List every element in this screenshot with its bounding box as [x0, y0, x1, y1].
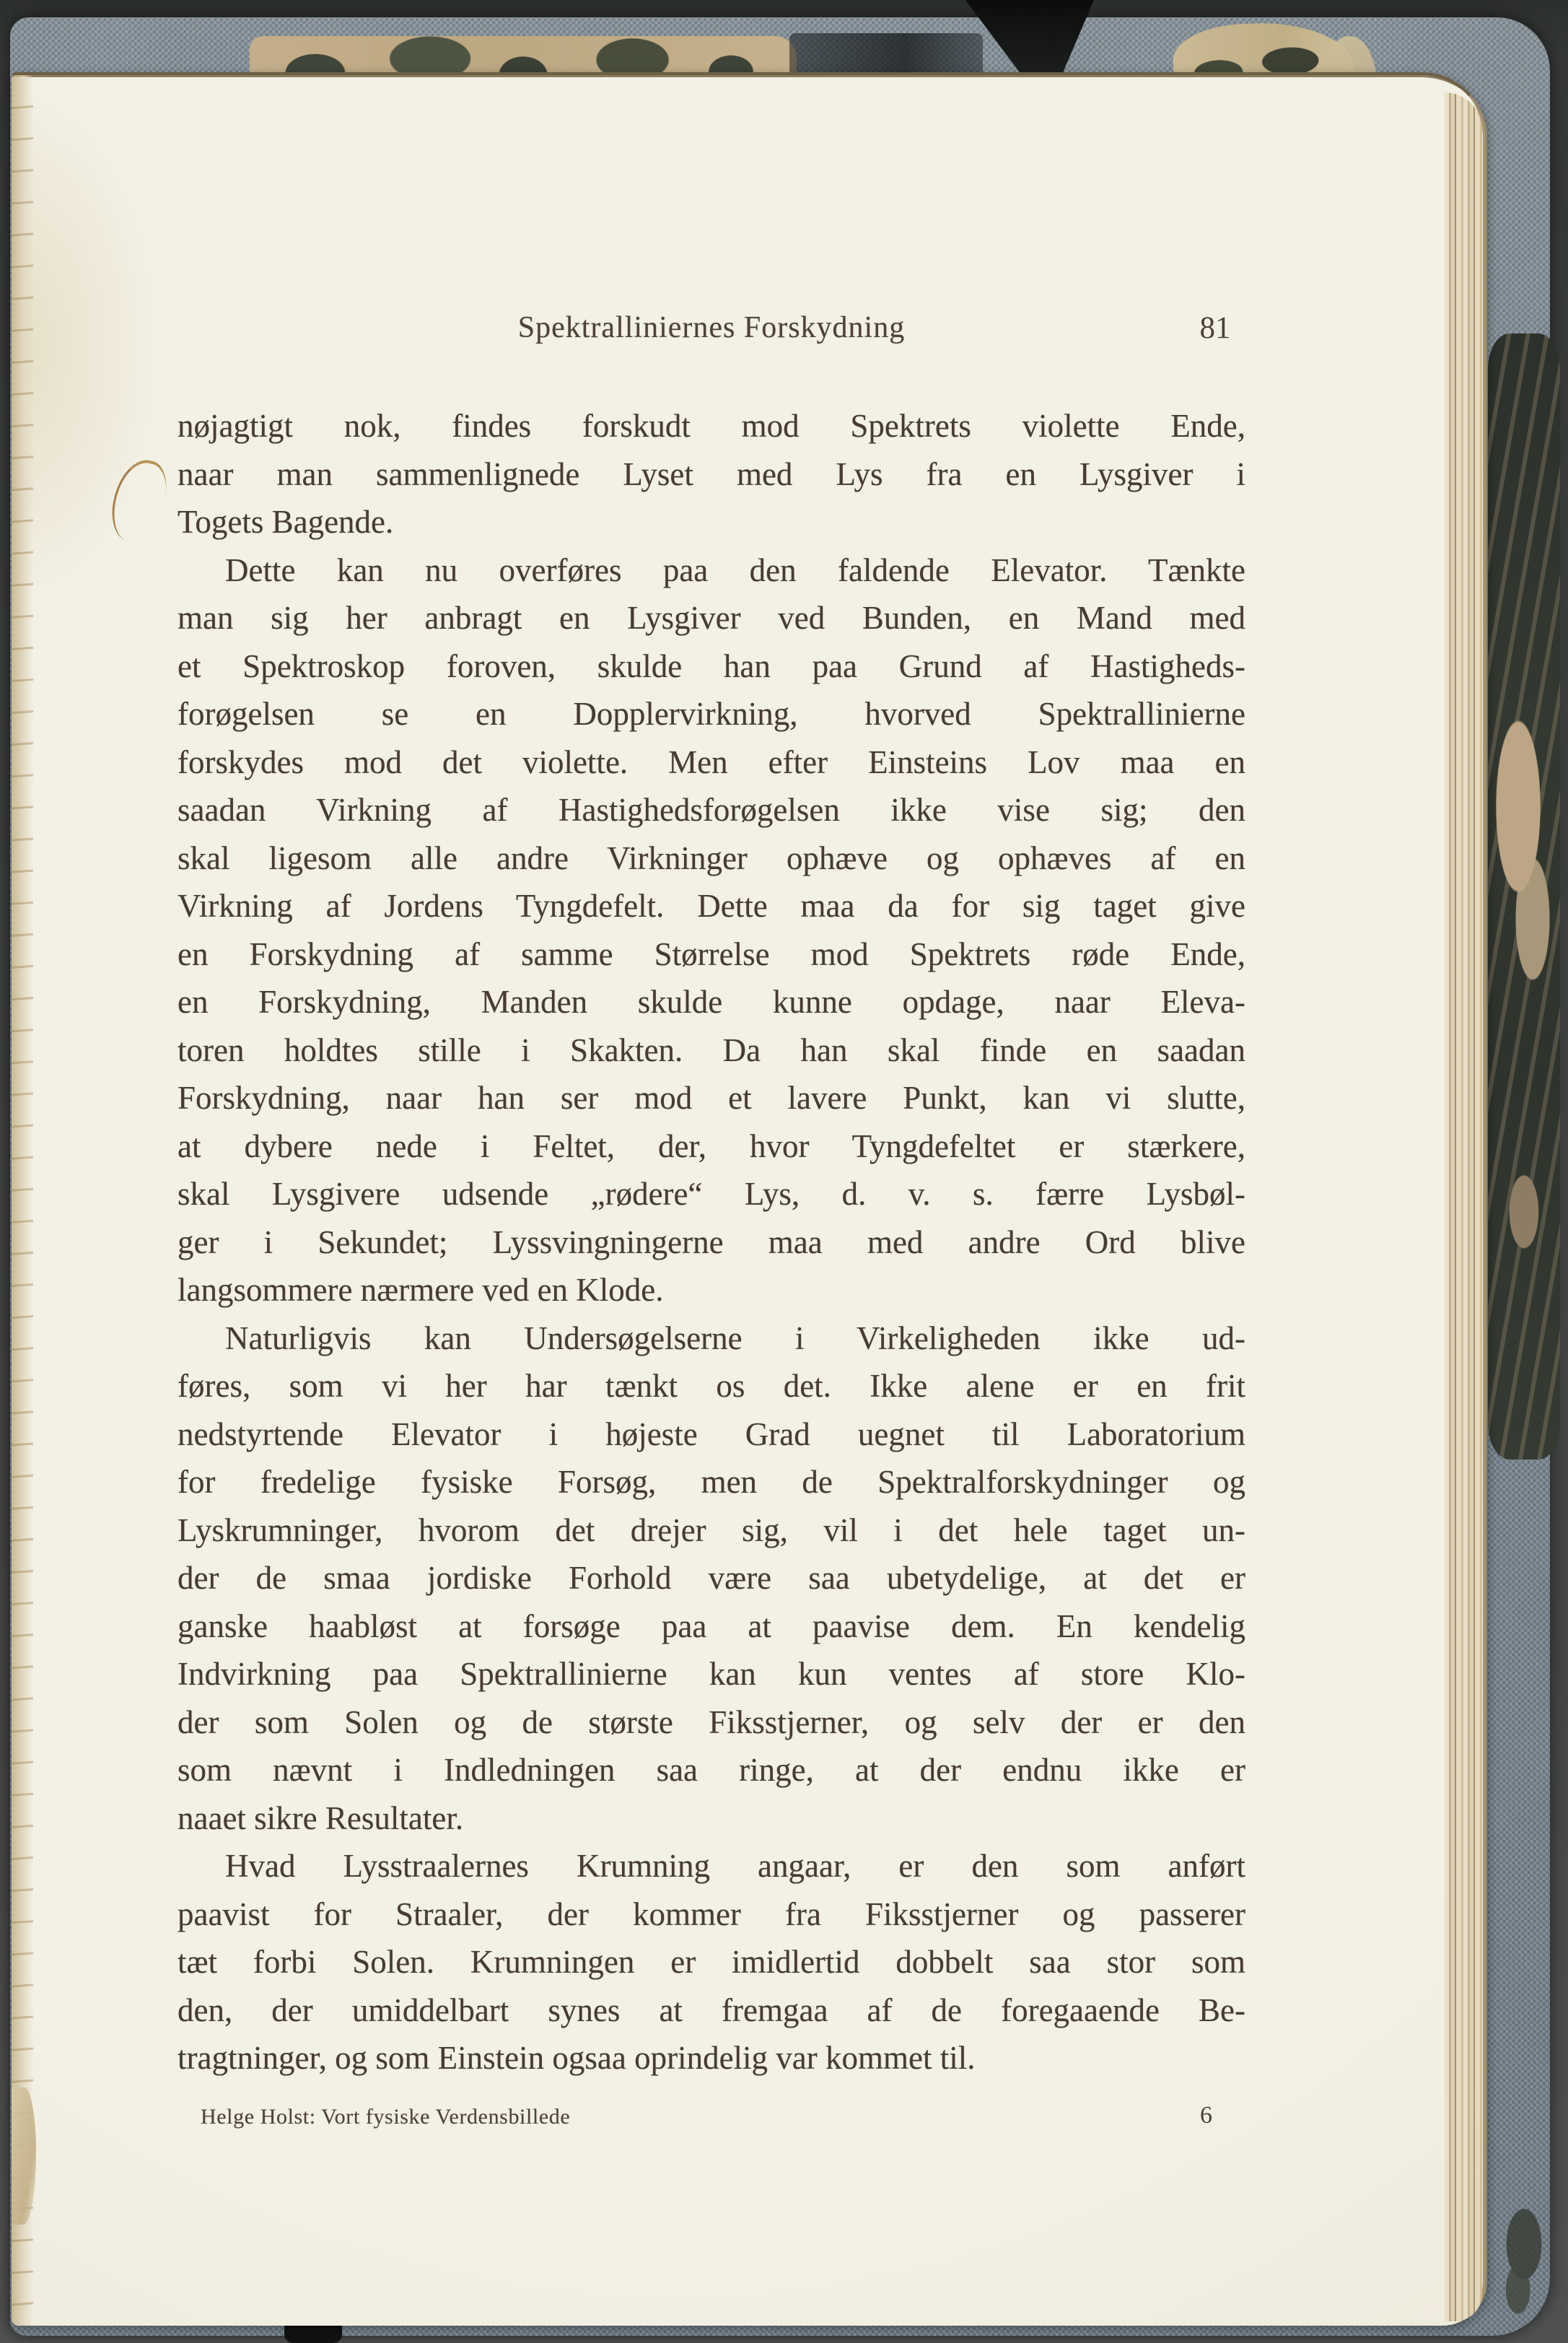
text-line: skal Lysgivere udsende „rødere“ Lys, d. v. s. færre Lysbøl-	[178, 1176, 1245, 1212]
text-line: for fredelige fysiske Forsøg, men de Spektralforskydninger og	[178, 1464, 1245, 1500]
text-line: der de smaa jordiske Forhold være saa ubetydelige, at det er	[178, 1560, 1245, 1596]
page-gutter-edge	[12, 75, 33, 2326]
text-line: en Forskydning, Manden skulde kunne opdage, naar Eleva-	[178, 984, 1245, 1020]
stray-fiber-artifact	[106, 455, 172, 547]
text-line: tæt forbi Solen. Krumningen er imidlertid dobbelt saa stor som	[178, 1944, 1245, 1980]
chapter-title: Spektralliniernes Forskydning	[517, 311, 906, 344]
text-line: Dette kan nu overføres paa den faldende Elevator. Tænkte	[225, 551, 1245, 588]
text-line: et Spektroskop foroven, skulde han paa Grund af Hastigheds-	[178, 647, 1245, 684]
text-line: langsommere nærmere ved en Klode.	[178, 1272, 664, 1308]
page-footer	[201, 2102, 1269, 2138]
text-line: at dybere nede i Feltet, der, hvor Tyngdefeltet er stærkere,	[178, 1127, 1245, 1164]
text-line: skal ligesom alle andre Virkninger ophæve og ophæves af en	[178, 839, 1245, 876]
text-line: nedstyrtende Elevator i højeste Grad uegnet til Laboratorium	[178, 1415, 1245, 1452]
text-line: man sig her anbragt en Lysgiver ved Bunden, en Mand med	[178, 600, 1245, 636]
text-line: føres, som vi her har tænkt os det. Ikke alene er en frit	[178, 1368, 1245, 1404]
text-line: Virkning af Jordens Tyngdefelt. Dette maa da for sig taget give	[178, 888, 1245, 924]
text-line: Lyskrumninger, hvorom det drejer sig, vil i det hele taget un-	[178, 1511, 1245, 1548]
text-line: Forskydning, naar han ser mod et lavere Punkt, kan vi slutte,	[178, 1080, 1245, 1116]
cover-wear-patch-right	[1488, 333, 1560, 1460]
text-line: Hvad Lysstraalernes Krumning angaar, er den som anført	[225, 1848, 1245, 1884]
text-line: saadan Virkning af Hastighedsforøgelsen ikke vise sig; den	[178, 792, 1245, 828]
text-line: den, der umiddelbart synes at fremgaa af de foregaaende Be-	[178, 1991, 1245, 2028]
page-fore-edge-stack	[1445, 92, 1482, 2321]
text-line: naar man sammenlignede Lyset med Lys fra en Lysgiver i	[178, 455, 1245, 492]
footer-signature: Helge Holst: Vort fysiske Verdensbillede	[201, 2105, 571, 2129]
body-text-block	[178, 402, 1245, 2082]
text-line: tragtninger, og som Einstein ogsaa oprindelig var kommet til.	[178, 2040, 976, 2076]
text-line: som nævnt i Indledningen saa ringe, at der endnu ikke er	[178, 1752, 1245, 1788]
page-number: 81	[1199, 311, 1231, 345]
cover-wear-patch-bottom-right	[1494, 2168, 1554, 2320]
text-line: ganske haabløst at forsøge paa at paavise dem. En kendelig	[178, 1607, 1245, 1644]
text-line: forøgelsen se en Dopplervirkning, hvorved Spektrallinierne	[178, 696, 1245, 732]
footer-sheet-number: 6	[1200, 2102, 1212, 2129]
text-line: en Forskydning af samme Størrelse mod Spektrets røde Ende,	[178, 935, 1245, 972]
text-line: paavist for Straaler, der kommer fra Fiksstjerner og passerer	[178, 1895, 1245, 1932]
text-line: toren holdtes stille i Skakten. Da han skal finde en saadan	[178, 1031, 1245, 1068]
text-line: nøjagtigt nok, findes forskudt mod Spektrets violette Ende,	[178, 408, 1245, 444]
text-line: forskydes mod det violette. Men efter Einsteins Lov maa en	[178, 743, 1245, 780]
text-line: Indvirkning paa Spektrallinierne kan kun ventes af store Klo-	[178, 1656, 1245, 1692]
text-line: Naturligvis kan Undersøgelserne i Virkeligheden ikke ud-	[225, 1319, 1245, 1356]
text-line: Togets Bagende.	[178, 504, 394, 540]
book-page	[12, 72, 1487, 2326]
text-line: naaet sikre Resultater.	[178, 1799, 464, 1836]
running-header	[178, 310, 1245, 351]
text-line: der som Solen og de største Fiksstjerner, og selv der er den	[178, 1703, 1245, 1740]
text-line: ger i Sekundet; Lyssvingningerne maa med andre Ord blive	[178, 1223, 1245, 1260]
